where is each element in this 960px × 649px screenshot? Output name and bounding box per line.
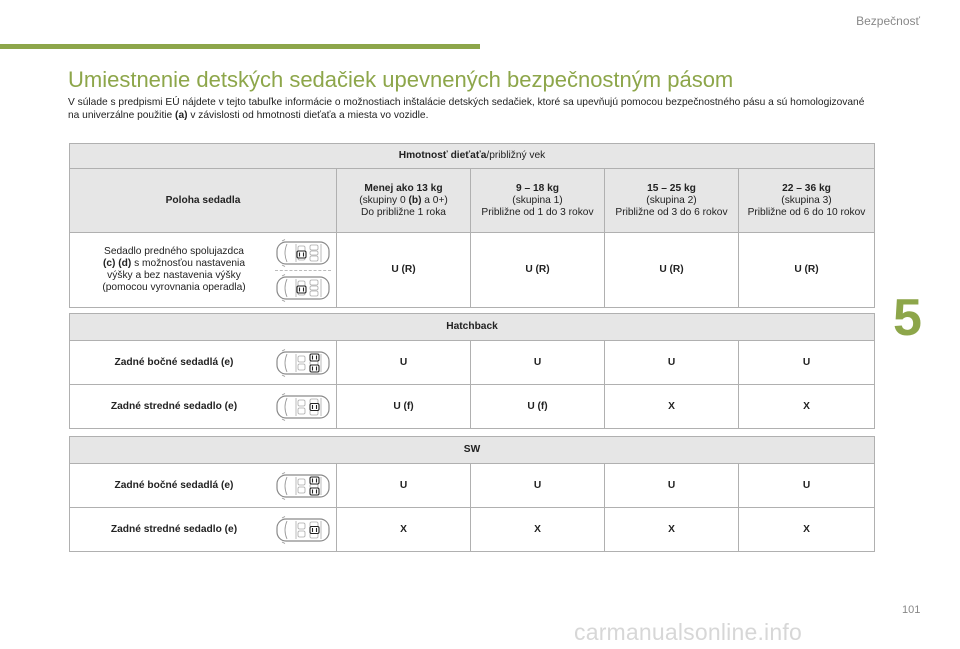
group-header-row xyxy=(70,169,875,233)
front-seat-row xyxy=(70,233,875,308)
sw-row-1-value-3: X xyxy=(739,508,875,552)
section-name: Bezpečnosť xyxy=(856,14,920,28)
hatchback-table xyxy=(69,313,875,429)
weight-header-bold: Hmotnosť dieťaťa xyxy=(398,150,487,161)
group-0-age: Do približne 1 roka xyxy=(361,206,446,218)
front-seat-value-2: U (R) xyxy=(605,233,739,308)
group-1-age: Približne od 1 do 3 rokov xyxy=(481,206,594,218)
group-0-group xyxy=(341,195,466,207)
table-row xyxy=(70,341,875,385)
hatchback-row-0-value-1: U xyxy=(471,341,605,385)
sw-heading: SW xyxy=(70,437,875,464)
hatchback-row-0-value-0: U xyxy=(337,341,471,385)
group-2-group: (skupina 2) xyxy=(646,194,697,206)
front-seat-value-3: U (R) xyxy=(739,233,875,308)
sw-row-1-value-2: X xyxy=(605,508,739,552)
hatchback-heading: Hatchback xyxy=(70,314,875,341)
watermark: carmanualsonline.info xyxy=(574,619,802,645)
hatchback-row-1-position xyxy=(70,385,337,429)
front-seat-line2-rest: s možnosťou nastavenia xyxy=(131,258,245,269)
group-3-group: (skupina 3) xyxy=(781,194,832,206)
car-rear-side-seats-icon xyxy=(274,471,332,501)
sw-row-1-value-0: X xyxy=(337,508,471,552)
front-seat-line4: (pomocou vyrovnania operadla) xyxy=(102,282,246,293)
weight-header-rest: /približný vek xyxy=(486,150,546,161)
sw-row-1-label: Zadné stredné sedadlo (e) xyxy=(110,523,238,535)
hatchback-row-0-value-3: U xyxy=(739,341,875,385)
sw-row-0-value-2: U xyxy=(605,464,739,508)
group-0-group-pre: (skupiny 0 xyxy=(359,194,409,206)
sw-row-0-position xyxy=(70,464,337,508)
hatchback-row-1-value-1: U (f) xyxy=(471,385,605,429)
hatchback-header-row xyxy=(70,314,875,341)
group-0-footnote-b: (b) xyxy=(408,194,422,206)
hatchback-row-1-value-3: X xyxy=(739,385,875,429)
hatchback-row-1-value-0: U (f) xyxy=(337,385,471,429)
sw-table xyxy=(69,436,875,552)
intro-footnote-a: (a) xyxy=(175,110,188,121)
table-row xyxy=(70,508,875,552)
group-3-age: Približne od 6 do 10 rokov xyxy=(747,206,866,218)
sw-row-0-value-3: U xyxy=(739,464,875,508)
intro-paragraph xyxy=(68,96,868,122)
hatchback-row-1-label: Zadné stredné sedadlo (e) xyxy=(110,400,238,412)
group-1-header xyxy=(471,169,605,233)
sw-row-0-value-1: U xyxy=(471,464,605,508)
page-title: Umiestnenie detských sedačiek upevnených bezpečnostným pásom xyxy=(68,67,734,92)
group-3-weight: 22 – 36 kg xyxy=(782,182,831,194)
top-accent-bar xyxy=(0,44,480,49)
front-seat-line1: Sedadlo predného spolujazdca xyxy=(104,246,244,257)
sw-row-0-label: Zadné bočné sedadlá (e) xyxy=(114,479,234,491)
front-seat-footnotes: (c) (d) xyxy=(103,258,132,269)
weight-header-row xyxy=(70,144,875,169)
group-2-age: Približne od 3 do 6 rokov xyxy=(615,206,728,218)
hatchback-row-0-value-2: U xyxy=(605,341,739,385)
front-seat-position xyxy=(70,233,337,308)
weight-table xyxy=(69,143,875,308)
sw-row-0-value-0: U xyxy=(337,464,471,508)
group-1-group: (skupina 1) xyxy=(512,194,563,206)
front-seat-label xyxy=(74,246,274,294)
group-3-header xyxy=(739,169,875,233)
front-seat-line2 xyxy=(74,258,274,270)
front-seat-value-0: U (R) xyxy=(337,233,471,308)
group-0-weight: Menej ako 13 kg xyxy=(364,182,443,194)
sw-header-row xyxy=(70,437,875,464)
table-row xyxy=(70,464,875,508)
intro-text-end: v závislosti od hmotnosti dieťaťa a miesta vo vozidle. xyxy=(187,110,429,121)
car-front-passenger-seat-icon xyxy=(274,273,332,303)
car-rear-side-seats-icon xyxy=(274,348,332,378)
car-rear-center-seat-icon xyxy=(274,515,332,545)
page-number: 101 xyxy=(902,604,921,616)
front-seat-value-1: U (R) xyxy=(471,233,605,308)
group-0-header xyxy=(337,169,471,233)
front-seat-line3: výšky a bez nastavenia výšky xyxy=(107,270,241,281)
intro-text-start: V súlade s predpismi EÚ nájdete v tejto tabuľke informácie o možnostiach inštalácie detských sedačiek, ktoré sa upevňujú pomocou bezpečnostného pásu a sú homologizované na univerzálne použitie xyxy=(68,97,865,121)
group-1-weight: 9 – 18 kg xyxy=(515,182,560,194)
car-front-passenger-seat-icon xyxy=(274,238,332,268)
hatchback-row-1-value-2: X xyxy=(605,385,739,429)
table-row xyxy=(70,385,875,429)
hatchback-row-0-label: Zadné bočné sedadlá (e) xyxy=(114,356,234,368)
weight-header xyxy=(70,144,875,169)
group-2-weight: 15 – 25 kg xyxy=(647,182,696,194)
sw-row-1-position xyxy=(70,508,337,552)
group-0-group-post: a 0+) xyxy=(421,194,448,206)
car-rear-center-seat-icon xyxy=(274,392,332,422)
hatchback-row-0-position xyxy=(70,341,337,385)
sw-row-1-value-1: X xyxy=(471,508,605,552)
chapter-number: 5 xyxy=(893,289,922,347)
group-2-header xyxy=(605,169,739,233)
position-header: Poloha sedadla xyxy=(70,169,337,233)
